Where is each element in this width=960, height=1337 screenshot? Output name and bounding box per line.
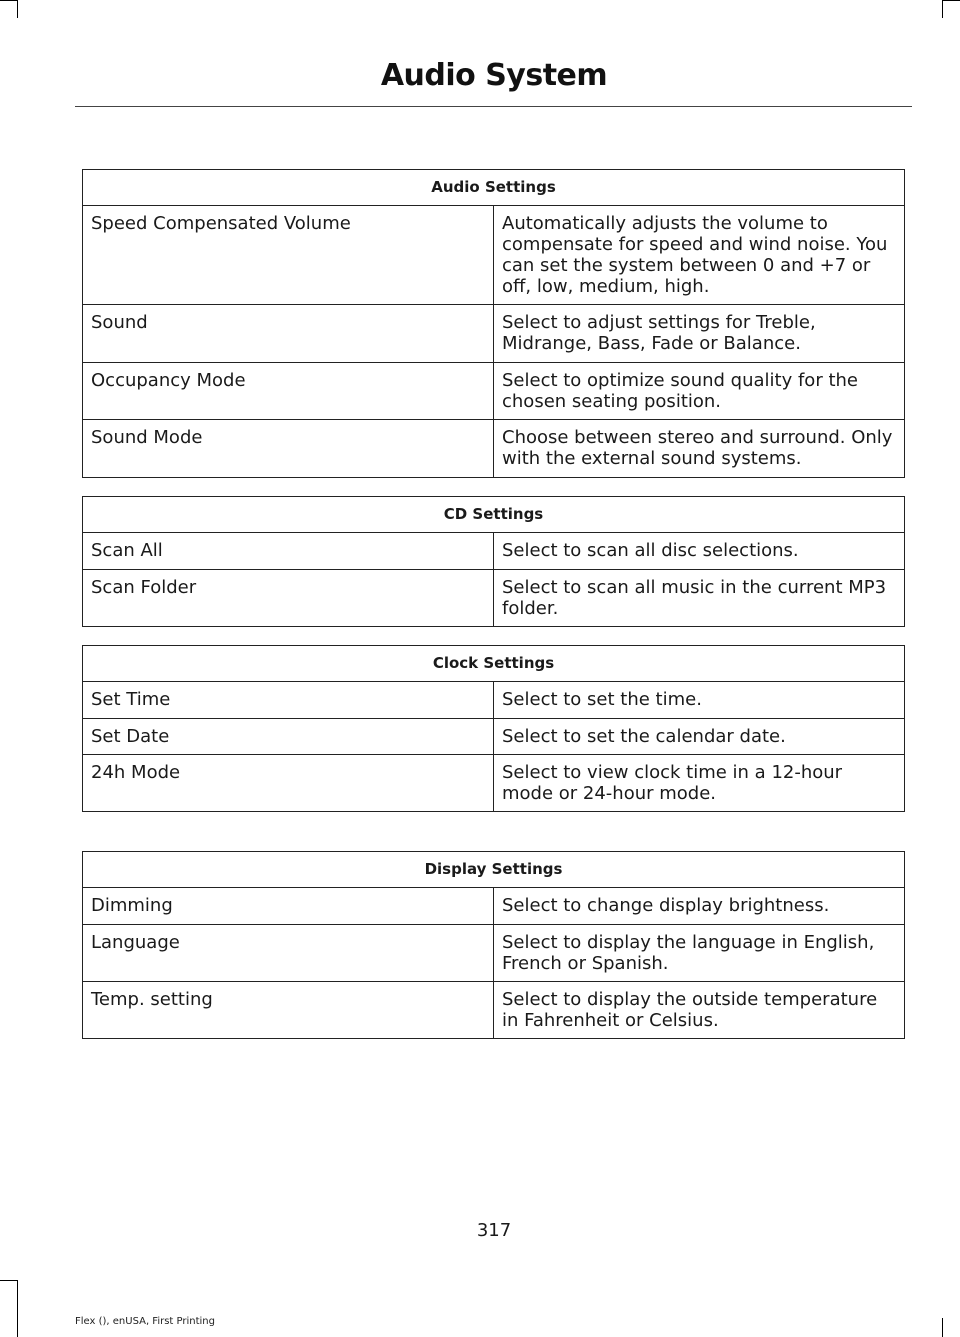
setting-description: Select to scan all disc selections. <box>494 533 905 570</box>
table-row <box>83 682 905 719</box>
crop-mark <box>17 1280 18 1337</box>
clock-settings-table <box>82 645 905 812</box>
setting-name: Set Time <box>83 682 494 719</box>
setting-name: Language <box>83 925 494 982</box>
setting-description: Select to display the outside temperature in Fahrenheit or Celsius. <box>494 982 905 1039</box>
setting-description: Select to optimize sound quality for the chosen seating position. <box>494 363 905 420</box>
audio-settings-table <box>82 169 905 478</box>
table-title: CD Settings <box>83 497 905 533</box>
page-title: Audio System <box>380 58 608 93</box>
footer-text: Flex (), enUSA, First Printing <box>75 1316 215 1327</box>
cd-settings-table <box>82 496 905 627</box>
setting-name: Sound Mode <box>83 420 494 478</box>
header-divider <box>75 106 912 107</box>
table-title: Display Settings <box>83 852 905 888</box>
table-title: Audio Settings <box>83 170 905 206</box>
setting-description: Choose between stereo and surround. Only with the external sound systems. <box>494 420 905 478</box>
setting-description: Automatically adjusts the volume to compensate for speed and wind noise. You can set the system between 0 and +7 or off, low, medium, high. <box>494 206 905 305</box>
table-row <box>83 719 905 755</box>
table-title: Clock Settings <box>83 646 905 682</box>
setting-name: Speed Compensated Volume <box>83 206 494 305</box>
setting-name: Scan All <box>83 533 494 570</box>
crop-mark <box>942 0 960 1</box>
display-settings-table <box>82 851 905 1039</box>
setting-description: Select to adjust settings for Treble, Midrange, Bass, Fade or Balance. <box>494 305 905 363</box>
table-row <box>83 363 905 420</box>
table-row <box>83 888 905 925</box>
setting-description: Select to change display brightness. <box>494 888 905 925</box>
table-row <box>83 755 905 812</box>
setting-description: Select to display the language in English, French or Spanish. <box>494 925 905 982</box>
setting-description: Select to set the time. <box>494 682 905 719</box>
crop-mark <box>0 0 18 1</box>
table-row <box>83 982 905 1039</box>
crop-mark <box>942 1318 943 1337</box>
table-row <box>83 420 905 478</box>
setting-name: Temp. setting <box>83 982 494 1039</box>
table-row <box>83 305 905 363</box>
table-row <box>83 206 905 305</box>
setting-name: Sound <box>83 305 494 363</box>
table-row <box>83 533 905 570</box>
setting-description: Select to set the calendar date. <box>494 719 905 755</box>
setting-name: 24h Mode <box>83 755 494 812</box>
setting-description: Select to scan all music in the current MP3 folder. <box>494 570 905 627</box>
page-number: 317 <box>476 1220 512 1241</box>
crop-mark <box>0 1280 18 1281</box>
crop-mark <box>17 0 18 18</box>
setting-name: Scan Folder <box>83 570 494 627</box>
setting-name: Dimming <box>83 888 494 925</box>
setting-description: Select to view clock time in a 12-hour mode or 24-hour mode. <box>494 755 905 812</box>
crop-mark <box>942 0 943 18</box>
setting-name: Set Date <box>83 719 494 755</box>
table-row <box>83 570 905 627</box>
setting-name: Occupancy Mode <box>83 363 494 420</box>
table-row <box>83 925 905 982</box>
